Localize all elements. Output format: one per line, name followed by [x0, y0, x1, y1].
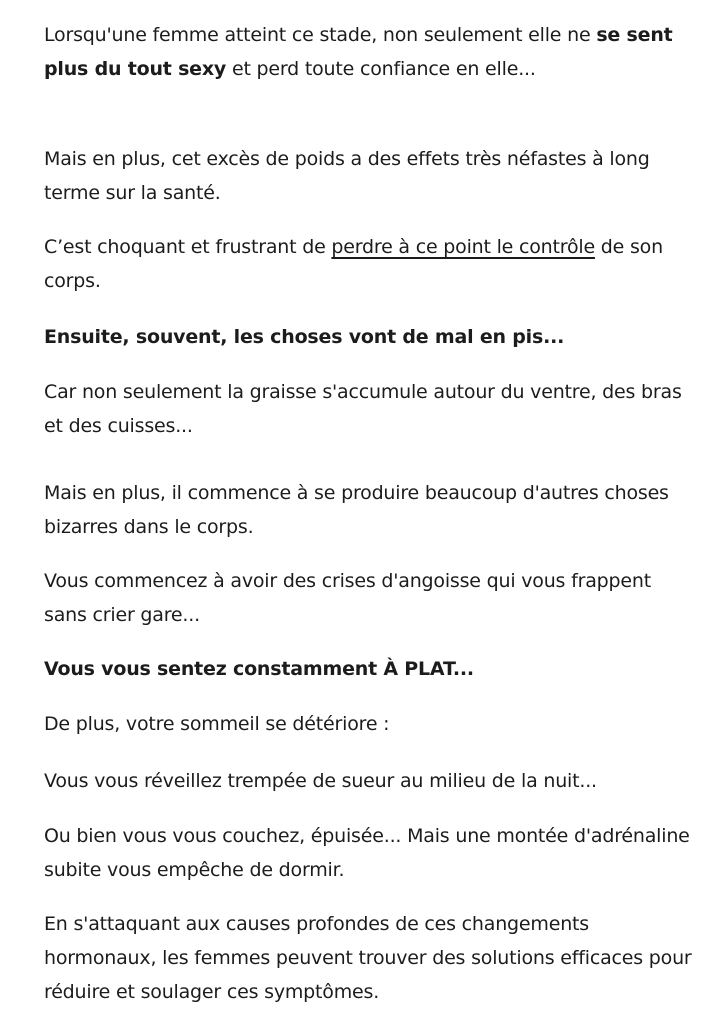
paragraph-confidence — [44, 18, 694, 86]
paragraph-text: Lorsqu'une femme atteint ce stade, non seulement elle ne — [44, 24, 597, 46]
paragraph-sleep: De plus, votre sommeil se détériore : — [44, 713, 390, 735]
paragraph-sweat: Vous vous réveillez trempée de sueur au milieu de la nuit... — [44, 770, 597, 792]
paragraph-control — [44, 230, 694, 298]
bottom-crop-mask — [0, 1004, 724, 1024]
paragraph-flat: Vous vous sentez constamment À PLAT... — [44, 658, 474, 680]
paragraph-text: de son corps. — [44, 236, 663, 292]
paragraph-text: et perd toute confiance en elle... — [226, 58, 536, 80]
paragraph-bizarre: Mais en plus, il commence à se produire beaucoup d'autres choses bizarres dans le corps. — [44, 482, 669, 538]
paragraph-health: Mais en plus, cet excès de poids a des effets très néfastes à long terme sur la santé. — [44, 148, 650, 204]
paragraph-adrenaline: Ou bien vous vous couchez, épuisée... Mais une montée d'adrénaline subite vous empêche de dormir. — [44, 825, 690, 881]
paragraph-worse: Ensuite, souvent, les choses vont de mal en pis... — [44, 326, 565, 348]
emphasis-text: se sent plus du tout sexy — [44, 24, 673, 80]
underlined-link[interactable]: perdre à ce point le contrôle — [331, 236, 595, 258]
paragraph-text: C’est choquant et frustrant de — [44, 236, 332, 258]
paragraph-fat: Car non seulement la graisse s'accumule autour du ventre, des bras et des cuisses... — [44, 381, 682, 437]
paragraph-solutions: En s'attaquant aux causes profondes de ces changements hormonaux, les femmes peuvent trouver des solutions efficaces pour réduire et soulager ces symptômes. — [44, 913, 692, 1003]
paragraph-anxiety: Vous commencez à avoir des crises d'angoisse qui vous frappent sans crier gare... — [44, 570, 651, 626]
